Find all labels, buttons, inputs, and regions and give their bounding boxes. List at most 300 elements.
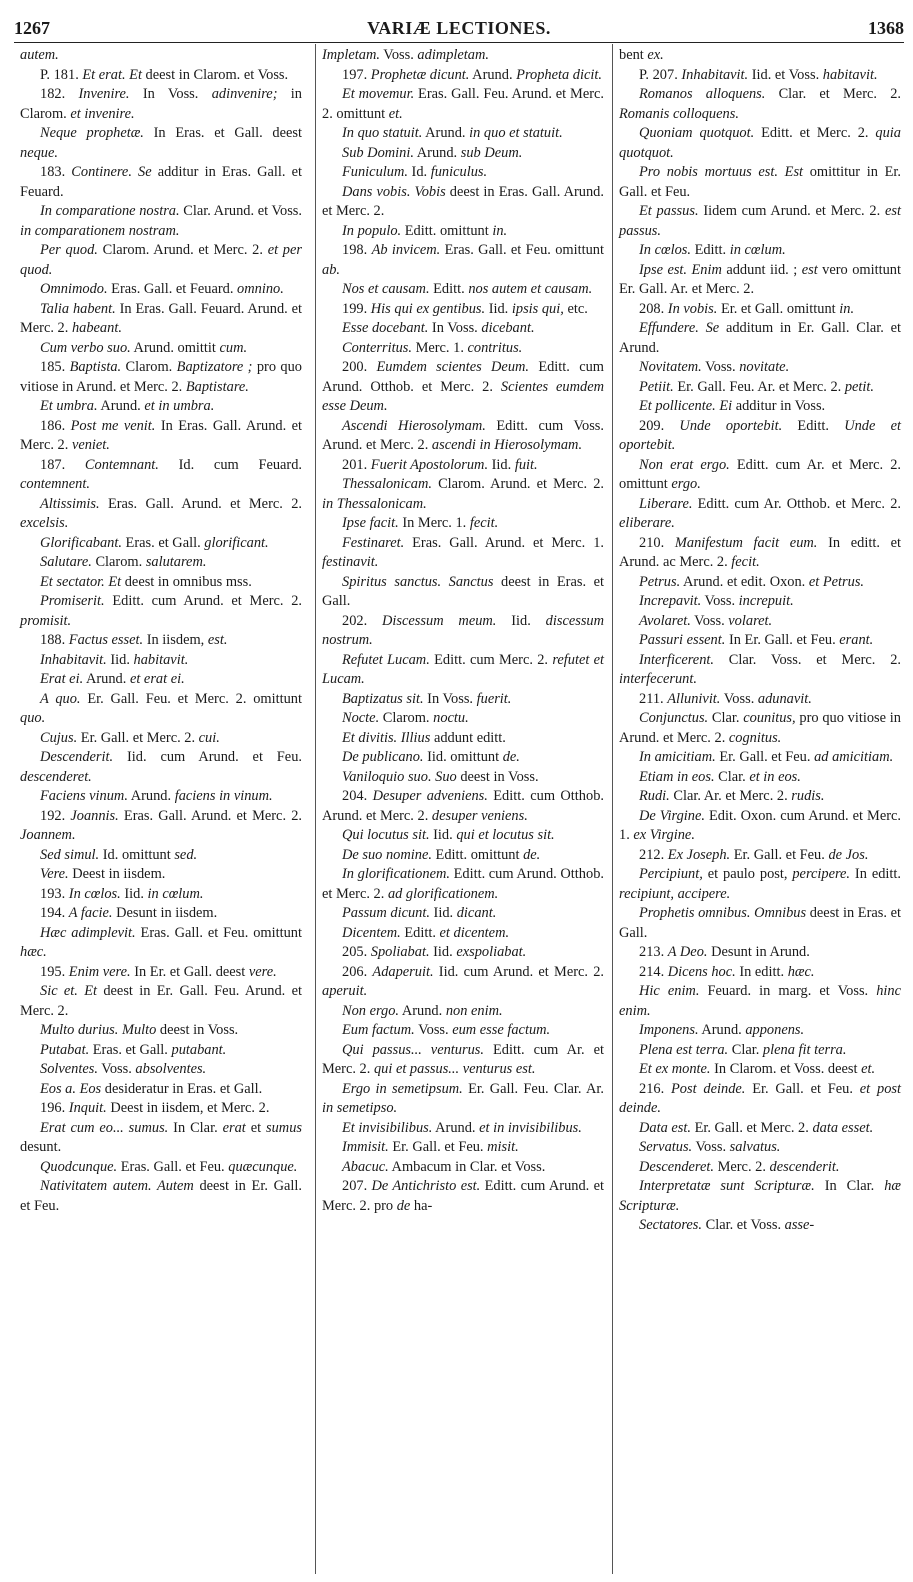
italic-reading: desuper veniens.	[431, 807, 528, 824]
variant-entry	[20, 46, 302, 66]
italic-reading: Funiculum.	[342, 164, 408, 180]
variant-entry	[322, 963, 604, 1002]
italic-reading: Novitatem.	[639, 359, 702, 375]
italic-reading: Joannis.	[70, 807, 119, 824]
italic-reading: Spiritus sanctus. Sanctus	[342, 573, 494, 590]
plain-text: additur in Eras. Gall. et Feuard.	[20, 164, 303, 200]
italic-reading: In quo statuit.	[342, 125, 423, 141]
plain-text: Editt. cum Arund. et Merc. 2.	[104, 593, 302, 609]
italic-reading: Continere. Se	[71, 164, 152, 180]
plain-text: Editt. cum Arund. Otthob. et Merc. 2.	[322, 359, 604, 395]
variant-entry	[619, 573, 901, 593]
plain-text: P. 181.	[40, 66, 83, 83]
italic-reading: Etiam in eos.	[639, 768, 715, 785]
plain-text: In Er. et Gall. deest	[130, 963, 249, 980]
italic-reading: Sed simul.	[40, 846, 100, 863]
italic-reading: habeant.	[71, 320, 122, 336]
italic-reading: Data est.	[639, 1119, 691, 1136]
italic-reading: Nocte.	[342, 710, 380, 726]
italic-reading: et dicentem.	[439, 924, 510, 941]
italic-reading: in.	[492, 222, 508, 239]
italic-reading: omnino.	[237, 281, 284, 297]
italic-reading: Omnimodo.	[40, 281, 108, 297]
plain-text: 207.	[342, 1178, 372, 1194]
text-column-1	[20, 46, 302, 1216]
italic-reading: ab.	[322, 261, 340, 278]
variant-entry	[619, 46, 901, 66]
plain-text: Iid.	[106, 651, 134, 668]
italic-reading: increpuit.	[738, 593, 794, 609]
italic-reading: est.	[207, 632, 228, 648]
plain-text: Iid.	[488, 456, 515, 473]
plain-text: In Er. Gall. et Feu.	[725, 632, 840, 648]
italic-reading: aperuit.	[322, 983, 368, 999]
italic-reading: in cœlum.	[729, 242, 786, 258]
italic-reading: interfecerunt.	[619, 671, 697, 687]
italic-reading: Enim vere.	[68, 963, 131, 980]
plain-text: Clar. et Voss.	[702, 1217, 785, 1233]
plain-text: desunt.	[20, 1139, 62, 1155]
italic-reading: sumus	[266, 1119, 302, 1136]
variant-entry	[20, 280, 302, 300]
plain-text: Er. Gall. Feu. Clar. Ar.	[462, 1080, 604, 1097]
variant-entry	[619, 241, 901, 261]
variant-entry	[20, 1177, 302, 1216]
plain-text: deest in Voss.	[456, 768, 539, 785]
plain-text: Arund.	[399, 1002, 446, 1019]
italic-reading: est passus.	[619, 203, 901, 239]
variant-entry	[619, 1177, 901, 1216]
plain-text: Er. Gall. et Feu.	[388, 1139, 488, 1155]
italic-reading: De publicano.	[342, 749, 424, 765]
plain-text: Deest in iisdem.	[68, 866, 166, 882]
italic-reading: et.	[861, 1061, 876, 1077]
variant-entry	[619, 1158, 901, 1178]
italic-reading: habitavit.	[822, 66, 878, 83]
plain-text: 182.	[40, 86, 79, 102]
italic-reading: Baptista.	[69, 359, 122, 375]
italic-reading: ergo.	[671, 476, 701, 492]
variant-entry	[20, 495, 302, 534]
plain-text: Feuard. in marg. et Voss.	[699, 983, 877, 999]
italic-reading: Avolaret.	[639, 612, 691, 629]
italic-reading: Glorificabant.	[40, 534, 122, 551]
variant-entry	[322, 66, 604, 86]
italic-reading: cum.	[219, 339, 248, 356]
italic-reading: Conjunctus.	[639, 710, 709, 726]
plain-text: Er. Gall. et Feu.	[745, 1080, 860, 1097]
italic-reading: Eum factum.	[342, 1022, 415, 1038]
plain-text: Id.	[407, 164, 431, 180]
variant-entry	[619, 85, 901, 124]
variant-entry	[322, 241, 604, 280]
italic-reading: Erat cum eo... sumus.	[40, 1119, 169, 1136]
italic-reading: in quo et statuit.	[469, 125, 563, 141]
variant-entry	[322, 475, 604, 514]
italic-reading: Et movemur.	[342, 86, 415, 102]
italic-reading: et in eos.	[749, 768, 801, 785]
italic-reading: Immisit.	[342, 1139, 389, 1155]
plain-text: desideratur in Eras. et Gall.	[101, 1080, 263, 1097]
italic-reading: Eos a. Eos	[40, 1080, 102, 1097]
plain-text: Eras. Gall. Arund. et Merc. 2.	[99, 495, 302, 512]
variant-entry	[20, 417, 302, 456]
italic-reading: Interficerent.	[639, 651, 714, 668]
italic-reading: Esse docebant.	[342, 320, 429, 336]
italic-reading: non enim.	[445, 1002, 503, 1019]
variant-entry	[322, 1138, 604, 1158]
plain-text: additum in Er. Gall. Clar. et Arund.	[619, 320, 901, 356]
plain-text: et paulo post,	[702, 866, 793, 882]
italic-reading: De Antichristo est.	[371, 1178, 481, 1194]
italic-reading: hæ Scripturæ.	[619, 1178, 901, 1214]
italic-reading: Non ergo.	[342, 1002, 400, 1019]
plain-text: Voss.	[720, 690, 758, 707]
plain-text: Editt. cum Ar. Otthob. et Merc. 2.	[692, 495, 901, 512]
plain-text: Id. cum Feuard.	[158, 456, 302, 473]
plain-text: Eras. Gall. Feu. Arund. et Merc. 2. omittunt	[322, 86, 604, 122]
variant-entry	[322, 319, 604, 339]
variant-entry	[619, 1216, 901, 1236]
variant-entry	[619, 651, 901, 690]
italic-reading: cui.	[198, 729, 220, 746]
page-header	[14, 5, 904, 45]
variant-entry	[322, 514, 604, 534]
plain-text: Clarom.	[91, 554, 146, 570]
variant-entry	[20, 924, 302, 963]
plain-text: 206.	[342, 963, 373, 980]
italic-reading: Post deinde.	[671, 1080, 746, 1097]
italic-reading: Allunivit.	[667, 690, 721, 707]
plain-text: Eras. Gall. et Feu.	[117, 1158, 229, 1175]
italic-reading: counitus,	[743, 710, 796, 726]
italic-reading: Contemnant.	[84, 456, 159, 473]
italic-reading: Hæc adimplevit.	[40, 924, 136, 941]
italic-reading: adimpletam.	[417, 47, 489, 63]
italic-reading: Plena est terra.	[639, 1041, 729, 1058]
variant-entry	[619, 534, 901, 573]
variant-entry	[322, 456, 604, 476]
plain-text: deest in Voss.	[156, 1022, 239, 1038]
italic-reading: Erat ei.	[40, 671, 84, 687]
italic-reading: quo.	[20, 710, 46, 726]
variant-entry	[619, 807, 901, 846]
italic-reading: et post deinde.	[619, 1080, 901, 1116]
variant-entry	[322, 1080, 604, 1119]
italic-reading: Inhabitavit.	[681, 66, 749, 83]
italic-reading: hæc.	[20, 944, 47, 960]
plain-text: Editt. cum Arund. et Merc. 2. pro	[322, 1178, 604, 1214]
italic-reading: contemnent.	[20, 476, 90, 492]
italic-reading: Baptistare.	[185, 378, 249, 395]
variant-entry	[322, 46, 604, 66]
italic-reading: Prophetæ dicunt.	[370, 66, 470, 83]
variant-entry	[619, 300, 901, 320]
plain-text: deest in Eras. Gall. Arund. et Merc. 2.	[322, 183, 604, 219]
italic-reading: apponens.	[745, 1022, 805, 1038]
plain-text: in Clarom.	[20, 86, 302, 122]
italic-reading: Romanos alloquens.	[639, 86, 766, 102]
variant-entry	[20, 1080, 302, 1100]
plain-text: bent	[619, 47, 648, 63]
plain-text: 209.	[639, 417, 680, 434]
italic-reading: Spoliabat.	[370, 944, 430, 960]
plain-text: Editt. cum Arund. Otthob. et Merc. 2.	[322, 866, 604, 902]
italic-reading: In amicitiam.	[639, 749, 716, 765]
italic-reading: Sectatores.	[639, 1217, 703, 1233]
variant-entry	[20, 865, 302, 885]
plain-text: Editt. cum Ar. et Merc. 2. omittunt	[619, 456, 901, 492]
plain-text: Arund.	[83, 671, 130, 687]
italic-reading: autem.	[20, 47, 59, 63]
variant-entry	[20, 885, 302, 905]
plain-text: Iid. et Voss.	[748, 66, 823, 83]
variant-entry	[619, 709, 901, 748]
italic-reading: festinavit.	[322, 554, 379, 570]
plain-text: Er. Gall. et Feu.	[715, 749, 815, 765]
plain-text: Editt. et Merc. 2.	[754, 125, 876, 141]
italic-reading: fecit.	[469, 515, 499, 531]
plain-text: Clarom.	[121, 359, 177, 375]
italic-reading: Neque prophetæ.	[40, 125, 144, 141]
plain-text: Iid.	[429, 905, 457, 921]
plain-text: Clarom. Arund. et Merc. 2.	[431, 476, 604, 492]
plain-text: Editt. cum Ar. et Merc. 2.	[322, 1041, 604, 1077]
variant-entry	[322, 1119, 604, 1139]
plain-text: 210.	[639, 534, 675, 551]
variant-entry	[20, 846, 302, 866]
italic-reading: His qui ex gentibus.	[370, 300, 486, 317]
variant-entry	[619, 865, 901, 904]
italic-reading: Impletam.	[322, 47, 380, 63]
variant-entry	[20, 66, 302, 86]
plain-text: Voss.	[97, 1061, 136, 1077]
italic-reading: Solventes.	[40, 1061, 98, 1077]
plain-text: 201.	[342, 456, 371, 473]
running-title: VARIÆ LECTIONES.	[367, 18, 551, 38]
variant-entry	[20, 339, 302, 359]
variant-entry	[20, 807, 302, 846]
variant-entry	[619, 1119, 901, 1139]
plain-text: In Voss.	[423, 690, 477, 707]
italic-reading: Festinaret.	[342, 534, 405, 551]
italic-reading: Abacuc.	[342, 1158, 389, 1175]
italic-reading: adunavit.	[757, 690, 812, 707]
italic-reading: percipere.	[792, 866, 851, 882]
plain-text: Edit. Oxon. cum Arund. et Merc. 1.	[619, 807, 901, 843]
italic-reading: in Thessalonicam.	[322, 495, 427, 512]
italic-reading: in cœlum.	[147, 885, 204, 902]
italic-reading: funiculus.	[430, 164, 488, 180]
italic-reading: ad glorificationem.	[387, 885, 499, 902]
italic-reading: absolventes.	[135, 1061, 207, 1077]
italic-reading: Putabat.	[40, 1041, 90, 1058]
variant-entry	[619, 456, 901, 495]
plain-text: In Clar.	[814, 1178, 885, 1194]
italic-reading: qui et locutus sit.	[456, 827, 555, 843]
italic-reading: data esset.	[812, 1119, 874, 1136]
italic-reading: De Virgine.	[639, 807, 705, 824]
italic-reading: Inhabitavit.	[40, 651, 107, 668]
italic-reading: Ascendi Hierosolymam.	[342, 417, 486, 434]
plain-text: 213.	[639, 944, 668, 960]
variant-entry	[20, 1119, 302, 1158]
plain-text: deest in Clarom. et Voss.	[141, 66, 289, 83]
italic-reading: Sic et. Et	[40, 983, 98, 999]
italic-reading: Ipse facit.	[342, 515, 399, 531]
plain-text: Iid. cum Arund. et Feu.	[113, 749, 302, 765]
italic-reading: rudis.	[791, 788, 825, 804]
page-number-left: 1267	[14, 18, 50, 38]
italic-reading: est	[801, 261, 818, 278]
plain-text: Editt. cum Otthob. Arund. et Merc. 2.	[322, 788, 604, 824]
plain-text: In Eras. Gall. Arund. et Merc. 2.	[20, 417, 302, 453]
variant-entry	[619, 690, 901, 710]
plain-text: Er. Gall. et Feu.	[730, 846, 829, 863]
variant-entry	[20, 748, 302, 787]
variant-entry	[322, 768, 604, 788]
plain-text: 186.	[40, 417, 71, 434]
italic-reading: contritus.	[467, 339, 523, 356]
italic-reading: Qui passus... venturus.	[342, 1041, 484, 1058]
variant-entry	[619, 1080, 901, 1119]
italic-reading: Et divitis. Illius	[342, 729, 431, 746]
italic-reading: fecit.	[731, 554, 760, 570]
plain-text: Er. Gall. et Merc. 2.	[690, 1119, 813, 1136]
italic-reading: refutet et Lucam.	[322, 651, 605, 687]
italic-reading: Sub Domini.	[342, 144, 414, 161]
plain-text: Iid.	[120, 885, 148, 902]
italic-reading: erant.	[839, 632, 874, 648]
italic-reading: A facie.	[68, 905, 113, 921]
italic-reading: Eumdem scientes Deum.	[376, 359, 529, 375]
italic-reading: eum esse factum.	[452, 1022, 551, 1038]
plain-text: In Voss.	[428, 320, 482, 336]
variant-entry	[322, 943, 604, 963]
italic-reading: descenderit.	[769, 1158, 840, 1175]
italic-reading: et Petrus.	[808, 573, 865, 590]
plain-text: 211.	[639, 690, 668, 707]
plain-text: 199.	[342, 300, 371, 317]
italic-reading: sub Deum.	[460, 144, 523, 161]
italic-reading: Petrus.	[639, 573, 681, 590]
variant-entry	[322, 1158, 604, 1178]
plain-text: In Eras. et Gall. deest	[143, 125, 302, 141]
variant-entry	[322, 85, 604, 124]
variant-entry	[619, 631, 901, 651]
plain-text: pro quo vitiose in Arund. et Merc. 2.	[20, 359, 302, 395]
italic-reading: Promiserit.	[40, 593, 105, 609]
italic-reading: Et ex monte.	[639, 1061, 711, 1077]
variant-entry	[619, 768, 901, 788]
variant-entry	[322, 924, 604, 944]
variant-entry	[20, 690, 302, 729]
variant-entry	[20, 358, 302, 397]
italic-reading: in.	[839, 300, 855, 317]
italic-reading: Dicens hoc.	[667, 963, 736, 980]
plain-text: omittitur in Er. Gall. et Feu.	[619, 164, 901, 200]
variant-entry	[322, 1041, 604, 1080]
plain-text: deest in Er. Gall. Feu. Arund. et Merc. 2.	[20, 983, 302, 1019]
variant-entry	[619, 124, 901, 163]
italic-reading: in semetipso.	[322, 1100, 398, 1116]
plain-text: Editt. omittunt	[401, 222, 493, 239]
italic-reading: Quoniam quotquot.	[639, 125, 755, 141]
italic-reading: ex.	[647, 47, 664, 63]
variant-entry	[322, 358, 604, 417]
variant-entry	[322, 1021, 604, 1041]
plain-text: Eras. Gall. et Feu. omittunt	[135, 924, 302, 941]
plain-text: Eras. Gall. Arund. et Merc. 2.	[118, 807, 303, 824]
plain-text: 194.	[40, 905, 69, 921]
italic-reading: Ipse est. Enim	[639, 261, 722, 278]
italic-reading: et in invisibilibus.	[479, 1119, 582, 1136]
variant-entry	[619, 982, 901, 1021]
italic-reading: neque.	[20, 144, 58, 161]
plain-text: 208.	[639, 300, 668, 317]
plain-text: Merc. 2.	[713, 1158, 770, 1175]
plain-text: 198.	[342, 242, 372, 258]
text-column-3	[619, 46, 901, 1236]
plain-text: Clar.	[708, 710, 744, 726]
italic-reading: Percipiunt,	[639, 866, 703, 882]
plain-text: deest in Eras. et Gall.	[322, 573, 604, 609]
italic-reading: Liberare.	[639, 495, 693, 512]
variant-entry	[322, 1002, 604, 1022]
plain-text: 204.	[342, 788, 373, 804]
plain-text: pro quo vitiose in Arund. et Merc. 2.	[619, 710, 901, 746]
plain-text: 185.	[40, 359, 70, 375]
plain-text: 216.	[639, 1080, 672, 1097]
plain-text: vero omittunt Er. Gall. Ar. et Merc. 2.	[619, 261, 901, 297]
italic-reading: Cujus.	[40, 729, 78, 746]
italic-reading: De suo nomine.	[342, 846, 432, 863]
italic-reading: qui et passus... venturus est.	[373, 1061, 536, 1077]
plain-text: In Merc. 1.	[398, 515, 470, 531]
plain-text: In editt. et Arund. ac Merc. 2.	[619, 534, 902, 570]
italic-reading: Adaperuit.	[372, 963, 434, 980]
italic-reading: Propheta dicit.	[516, 66, 602, 83]
plain-text: Iid.	[429, 827, 457, 843]
plain-text: deest in Eras. et Gall.	[619, 905, 901, 941]
plain-text: Editt.	[690, 242, 730, 258]
italic-reading: In vobis.	[667, 300, 718, 317]
italic-reading: vere.	[248, 963, 277, 980]
plain-text: Voss.	[414, 1022, 453, 1038]
italic-reading: Vaniloquio suo. Suo	[342, 768, 457, 785]
plain-text: Iid.	[496, 612, 546, 629]
italic-reading: In populo.	[342, 222, 402, 239]
plain-text: Arund. et edit. Oxon.	[680, 573, 809, 590]
plain-text: In Voss.	[129, 86, 212, 102]
italic-reading: de.	[502, 749, 520, 765]
variant-entry	[619, 397, 901, 417]
plain-text: Voss.	[701, 593, 739, 609]
plain-text: Iid.	[485, 300, 512, 317]
plain-text: In Clar.	[168, 1119, 223, 1136]
plain-text: Clar. Voss. et Merc. 2.	[714, 651, 901, 668]
plain-text: Er. Gall. Feu. et Merc. 2. omittunt	[80, 690, 303, 707]
italic-reading: cognitus.	[728, 729, 782, 746]
italic-reading: Post me venit.	[70, 417, 156, 434]
italic-reading: hæc.	[787, 963, 815, 980]
plain-text: Desunt in Arund.	[707, 944, 810, 960]
italic-reading: fuit.	[514, 456, 538, 473]
italic-reading: novitate.	[739, 359, 790, 375]
italic-reading: Vere.	[40, 866, 69, 882]
italic-reading: Quodcunque.	[40, 1158, 118, 1175]
plain-text: Editt. cum Voss. Arund. et Merc. 2.	[322, 417, 604, 453]
